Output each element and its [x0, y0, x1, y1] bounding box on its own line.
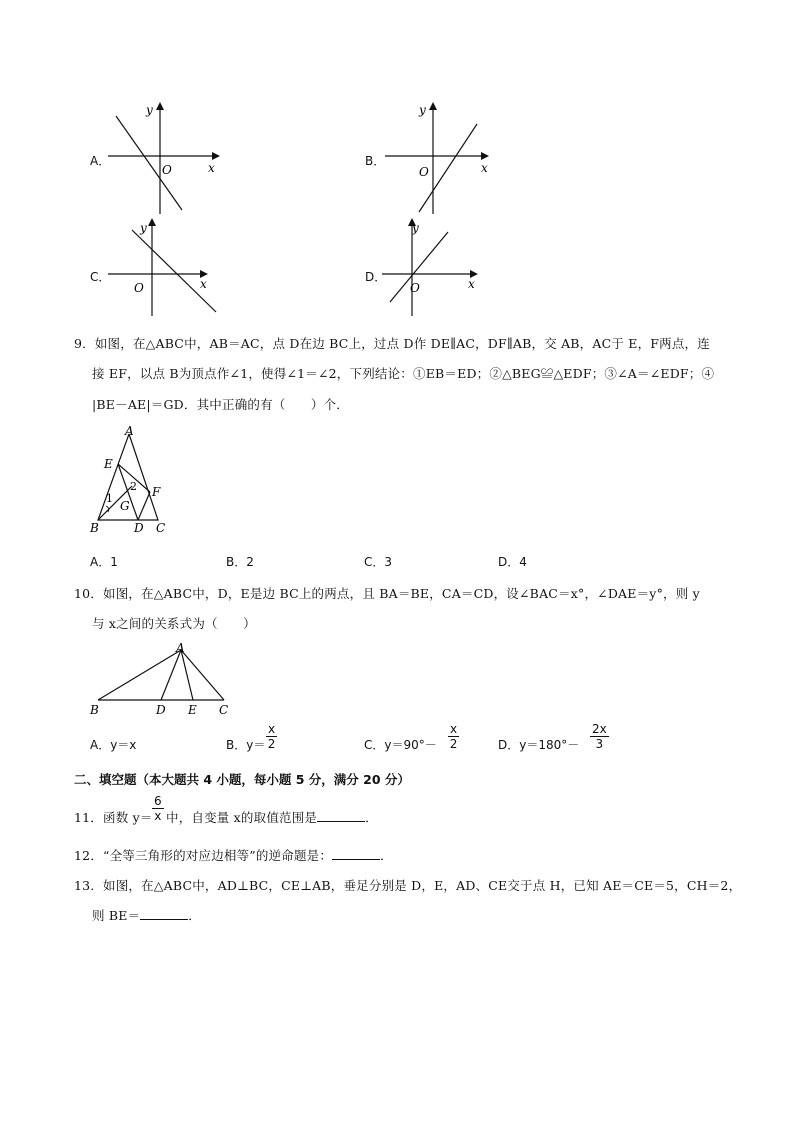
q10-choice-c-denominator: 2 — [449, 737, 458, 751]
q8-option-d-label: D． — [365, 270, 387, 284]
q10-choice-d-fraction — [590, 722, 609, 751]
q10-line-1: 10．如图，在△ABC中，D，E是边 BC上的两点，且 BA＝BE，CA＝CD，设∠BAC＝x°，∠DAE＝y°，则 y — [74, 586, 700, 601]
q8-d-x-label: x — [468, 277, 475, 291]
q11-suffix: 中，自变量 x的取值范围是 — [166, 810, 318, 825]
q8-graph-a — [108, 98, 220, 216]
q9-choice-d[interactable]: D．4 — [498, 555, 527, 569]
q9-choice-b[interactable]: B．2 — [226, 555, 254, 569]
q13-answer-blank[interactable] — [140, 909, 188, 920]
q10-line-2: 与 x之间的关系式为（ ） — [92, 616, 256, 631]
q11-fraction — [152, 794, 164, 823]
q8-c-x-label: x — [200, 277, 207, 291]
q8-a-y-label: y — [146, 103, 153, 117]
q9-label-c: C — [156, 521, 166, 535]
q8-graph-b — [385, 98, 497, 216]
q10-choice-b-denominator: 2 — [267, 737, 276, 751]
q10-choice-d-numerator: 2x — [592, 722, 607, 736]
q8-b-origin-label: O — [419, 165, 429, 179]
q10-choice-c-prefix: C．y＝90°－ — [364, 738, 437, 752]
q10-choice-b[interactable] — [226, 736, 265, 753]
q9-label-angle-2: 2 — [130, 480, 137, 493]
q8-option-a-label: A． — [90, 154, 111, 168]
q11-numerator: 6 — [154, 794, 162, 808]
q9-line-1: 9．如图，在△ABC中，AB＝AC，点 D在边 BC上，过点 D作 DE∥AC，DF∥AB，交 AB，AC于 E，F两点，连 — [74, 336, 710, 351]
q10-label-d: D — [156, 703, 166, 717]
q8-c-origin-label: O — [134, 281, 144, 295]
q9-choice-a[interactable]: A．1 — [90, 555, 118, 569]
q10-choice-d[interactable] — [498, 736, 579, 753]
q9-label-b: B — [90, 521, 99, 535]
q12-answer-blank[interactable] — [332, 849, 380, 860]
q11-prefix: 11．函数 y＝ — [74, 810, 153, 825]
q8-option-b-label: B． — [365, 154, 386, 168]
q9-triangle-figure — [86, 424, 176, 538]
q8-graph-c — [108, 214, 220, 318]
q10-label-c: C — [219, 703, 229, 717]
q9-line-2: 接 EF，以点 B为顶点作∠1，使得∠1＝∠2，下列结论：①EB＝ED；②△BEG≌△EDF；③∠A＝∠EDF；④ — [92, 366, 715, 381]
q8-graph-d — [382, 214, 494, 318]
q10-label-b: B — [90, 703, 99, 717]
q9-label-a: A — [125, 424, 134, 438]
q8-b-y-label: y — [419, 103, 426, 117]
q10-triangle-figure — [86, 638, 236, 718]
q11-answer-blank[interactable] — [317, 811, 365, 822]
q12-line — [74, 846, 393, 864]
q10-choice-b-numerator: x — [268, 722, 276, 736]
q10-choice-c[interactable] — [364, 736, 437, 753]
q8-c-y-label: y — [140, 221, 147, 235]
q10-choice-d-prefix: D．y＝180°－ — [498, 738, 580, 752]
section-2-title: 二、填空题（本大题共 4 小题，每小题 5 分，满分 20 分） — [74, 772, 410, 787]
q9-label-g: G — [120, 499, 130, 513]
q13-line-1: 13．如图，在△ABC中，AD⊥BC，CE⊥AB，垂足分别是 D，E，AD、CE交于点 H，已知 AE＝CE＝5，CH＝2， — [74, 878, 742, 893]
q13-line-2-wrap — [92, 906, 201, 924]
q8-d-origin-label: O — [410, 281, 420, 295]
q8-a-x-label: x — [208, 161, 215, 175]
q11-suffix-line — [166, 808, 378, 826]
q11-end: ． — [365, 810, 378, 825]
q10-choice-c-fraction — [448, 722, 459, 751]
q8-a-origin-label: O — [162, 163, 172, 177]
q13-end: ． — [188, 908, 201, 923]
q9-line-3: |BE－AE|＝GD．其中正确的有（ ）个． — [92, 397, 349, 412]
q10-choice-b-prefix: B．y＝ — [226, 738, 266, 752]
q10-choice-b-fraction — [266, 722, 277, 751]
q9-label-e: E — [104, 457, 113, 471]
q11-denominator: x — [154, 809, 162, 823]
q12-text: 12．“全等三角形的对应边相等”的逆命题是： — [74, 848, 333, 863]
q10-label-a: A — [176, 641, 185, 655]
q9-label-angle-1: 1 — [106, 492, 113, 505]
q10-choice-a[interactable]: A．y＝x — [90, 738, 137, 752]
q8-d-y-label: y — [412, 221, 419, 235]
q13-line-2: 则 BE＝ — [92, 908, 141, 923]
q9-choice-c[interactable]: C．3 — [364, 555, 393, 569]
q10-label-e: E — [188, 703, 197, 717]
q12-end: ． — [380, 848, 393, 863]
q9-label-f: F — [152, 485, 161, 499]
q10-choice-c-numerator: x — [450, 722, 458, 736]
q10-choice-d-denominator: 3 — [595, 737, 604, 751]
q8-option-c-label: C． — [90, 270, 111, 284]
q9-label-d: D — [134, 521, 144, 535]
q8-b-x-label: x — [481, 161, 488, 175]
